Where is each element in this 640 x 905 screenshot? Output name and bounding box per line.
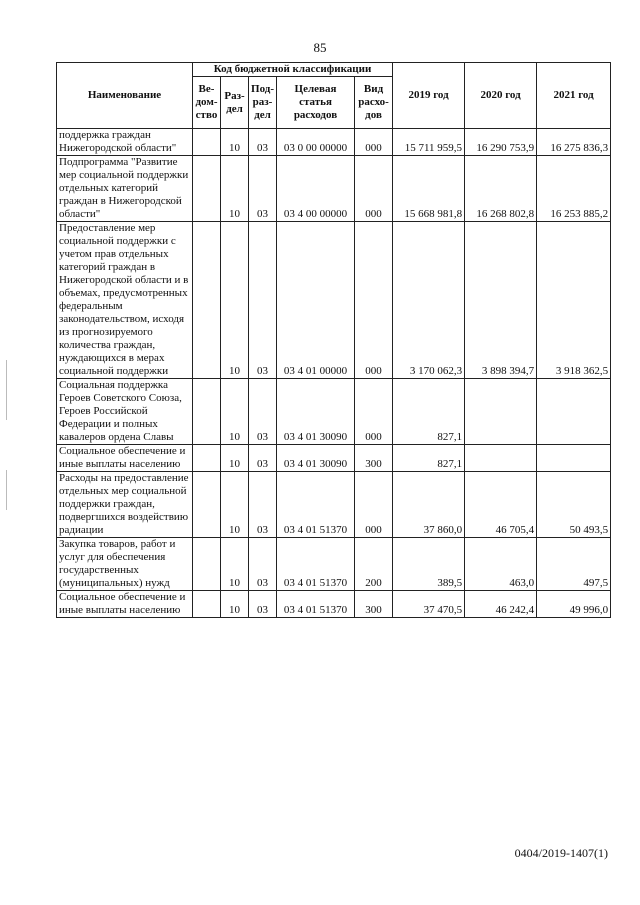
row-ved [193, 129, 221, 156]
table-header [57, 63, 611, 129]
row-celevaya: 03 4 01 51370 [277, 538, 355, 591]
row-2021: 16 253 885,2 [537, 156, 611, 222]
row-2019: 389,5 [393, 538, 465, 591]
row-razdel: 10 [221, 591, 249, 618]
table-body [57, 129, 611, 618]
header-vedomstvo: Ве- дом- ство [193, 77, 221, 129]
row-vid: 000 [355, 379, 393, 445]
row-razdel: 10 [221, 156, 249, 222]
row-vid: 300 [355, 591, 393, 618]
row-name: поддержка граждан Нижегородской области" [57, 129, 193, 156]
header-budget-code-group: Код бюджетной классификации [193, 63, 393, 77]
row-2019: 15 711 959,5 [393, 129, 465, 156]
row-razdel: 10 [221, 129, 249, 156]
row-ved [193, 538, 221, 591]
row-celevaya: 03 4 01 00000 [277, 222, 355, 379]
table-row [57, 222, 611, 379]
row-ved [193, 445, 221, 472]
row-name: Социальное обеспечение и иные выплаты населению [57, 445, 193, 472]
row-2020: 16 268 802,8 [465, 156, 537, 222]
row-name: Расходы на предоставление отдельных мер социальной поддержки граждан, подвергшихся воздействию радиации [57, 472, 193, 538]
margin-mark [6, 360, 7, 420]
row-celevaya: 03 4 01 30090 [277, 445, 355, 472]
row-2021: 3 918 362,5 [537, 222, 611, 379]
row-name: Закупка товаров, работ и услуг для обеспечения государственных (муниципальных) нужд [57, 538, 193, 591]
row-2021 [537, 379, 611, 445]
row-2020: 3 898 394,7 [465, 222, 537, 379]
row-2020: 46 705,4 [465, 472, 537, 538]
row-celevaya: 03 4 01 51370 [277, 591, 355, 618]
row-2019: 3 170 062,3 [393, 222, 465, 379]
row-vid: 000 [355, 222, 393, 379]
row-name: Социальная поддержка Героев Советского Союза, Героев Российской Федерации и полных кавалеров ордена Славы [57, 379, 193, 445]
row-vid: 000 [355, 156, 393, 222]
header-2020: 2020 год [465, 63, 537, 129]
row-celevaya: 03 0 00 00000 [277, 129, 355, 156]
page-number: 85 [313, 40, 327, 55]
table-row [57, 379, 611, 445]
table-row [57, 591, 611, 618]
header-name: Наименование [57, 63, 193, 129]
row-2021 [537, 445, 611, 472]
row-ved [193, 156, 221, 222]
row-razdel: 10 [221, 445, 249, 472]
row-ved [193, 591, 221, 618]
table-row [57, 445, 611, 472]
row-podrazdel: 03 [249, 129, 277, 156]
row-ved [193, 379, 221, 445]
row-ved [193, 472, 221, 538]
table-row [57, 129, 611, 156]
row-celevaya: 03 4 01 30090 [277, 379, 355, 445]
row-2020 [465, 379, 537, 445]
row-razdel: 10 [221, 472, 249, 538]
row-2020 [465, 445, 537, 472]
row-2021: 49 996,0 [537, 591, 611, 618]
table-row [57, 156, 611, 222]
row-2021: 497,5 [537, 538, 611, 591]
row-ved [193, 222, 221, 379]
row-podrazdel: 03 [249, 472, 277, 538]
row-podrazdel: 03 [249, 222, 277, 379]
row-razdel: 10 [221, 222, 249, 379]
row-2019: 827,1 [393, 445, 465, 472]
row-2020: 46 242,4 [465, 591, 537, 618]
row-podrazdel: 03 [249, 591, 277, 618]
row-podrazdel: 03 [249, 538, 277, 591]
row-vid: 300 [355, 445, 393, 472]
row-razdel: 10 [221, 379, 249, 445]
row-razdel: 10 [221, 538, 249, 591]
row-2019: 37 860,0 [393, 472, 465, 538]
row-2019: 827,1 [393, 379, 465, 445]
row-celevaya: 03 4 00 00000 [277, 156, 355, 222]
header-vid-rashodov: Вид расхо- дов [355, 77, 393, 129]
row-name: Социальное обеспечение и иные выплаты населению [57, 591, 193, 618]
row-vid: 000 [355, 129, 393, 156]
header-podrazdel: Под- раз- дел [249, 77, 277, 129]
row-vid: 000 [355, 472, 393, 538]
row-podrazdel: 03 [249, 379, 277, 445]
row-celevaya: 03 4 01 51370 [277, 472, 355, 538]
row-name: Подпрограмма "Развитие мер социальной поддержки отдельных категорий граждан в Нижегородской области" [57, 156, 193, 222]
row-2019: 37 470,5 [393, 591, 465, 618]
row-podrazdel: 03 [249, 445, 277, 472]
row-2021: 16 275 836,3 [537, 129, 611, 156]
row-name: Предоставление мер социальной поддержки с учетом прав отдельных категорий граждан в Нижегородской области и в объемах, предусмотренных федеральным законодательством, исходя из прогнозируемого количества граждан, нуждающихся в мерах социальной поддержки [57, 222, 193, 379]
document-code: 0404/2019-1407(1) [514, 846, 608, 860]
row-vid: 200 [355, 538, 393, 591]
header-celevaya-statya: Целевая статья расходов [277, 77, 355, 129]
header-razdel: Раз- дел [221, 77, 249, 129]
table-row [57, 538, 611, 591]
row-2019: 15 668 981,8 [393, 156, 465, 222]
row-2021: 50 493,5 [537, 472, 611, 538]
margin-mark [6, 470, 7, 510]
row-podrazdel: 03 [249, 156, 277, 222]
header-2021: 2021 год [537, 63, 611, 129]
table-row [57, 472, 611, 538]
row-2020: 16 290 753,9 [465, 129, 537, 156]
header-2019: 2019 год [393, 63, 465, 129]
budget-table [56, 62, 611, 618]
row-2020: 463,0 [465, 538, 537, 591]
